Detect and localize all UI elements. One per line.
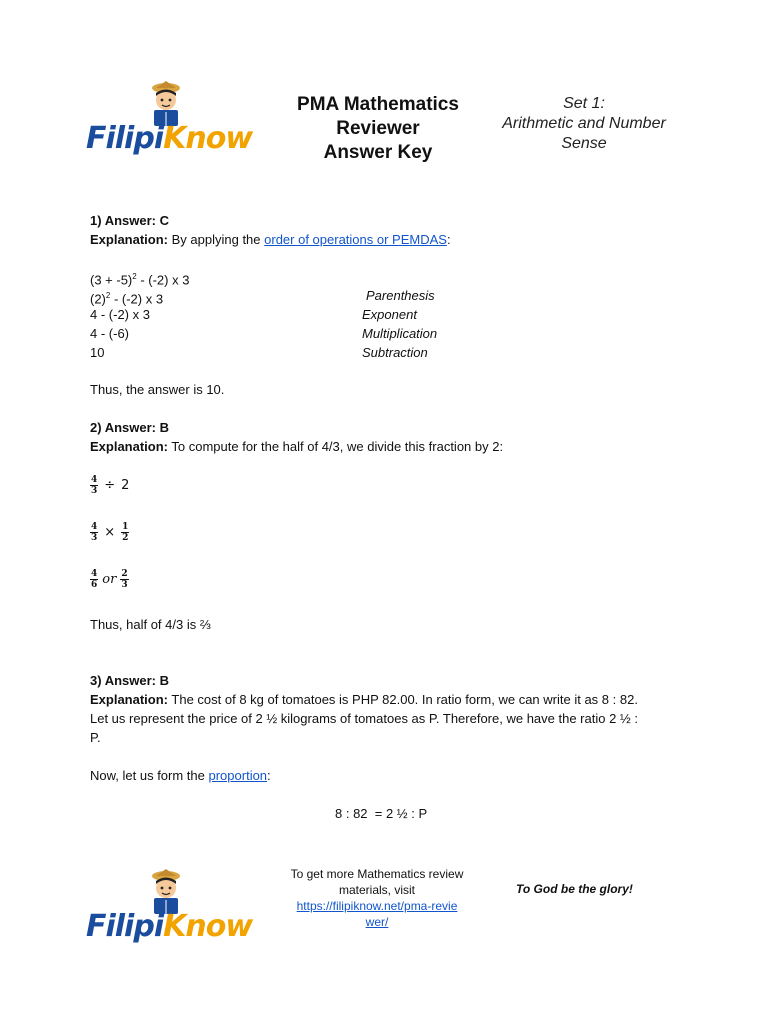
divisor: 2	[121, 478, 130, 493]
q3-explanation-3: P.	[90, 730, 101, 745]
logo-wordmark: FilipiKnow	[86, 909, 253, 944]
set-line-3: Sense	[561, 135, 607, 152]
q1-conclusion: Thus, the answer is 10.	[90, 382, 225, 397]
q1-note-5: Subtraction	[362, 345, 428, 360]
divide-sign: ÷	[104, 478, 116, 493]
q3-answer: 3) Answer: B	[90, 673, 169, 688]
q3-explanation-2: Let us represent the price of 2 ½ kilograms of tomatoes as P. Therefore, we have the ratio 2 ½ :	[90, 711, 638, 726]
q1-expl-end: :	[446, 232, 451, 247]
q1-step-2: $(2)^2 - (-2)$ x 3	[90, 291, 164, 307]
proportion-end: :	[267, 768, 271, 783]
set-line-2: Arithmetic and Number	[502, 115, 666, 132]
q2-explanation	[90, 437, 503, 456]
q3-explanation-1	[90, 690, 638, 709]
q2-expl-label: Explanation:	[90, 439, 169, 454]
title-line-2: Reviewer	[336, 118, 420, 139]
footer-url-link[interactable]: https://filipiknow.net/pma-revie	[296, 899, 458, 913]
q1-step-3: 4 - (-2) x 3	[90, 307, 150, 322]
times-sign: ×	[104, 525, 116, 540]
fraction: $\frac{4}{3}$	[91, 475, 98, 496]
q1-note-2: Parenthesis	[366, 288, 435, 303]
q3-expl-text-1: The cost of 8 kg of tomatoes is PHP 82.00. In ratio form, we can write it as 8 : 82.	[168, 692, 638, 707]
pemdas-link[interactable]: order of operations or PEMDAS	[264, 232, 447, 247]
q1-note-4: Multiplication	[362, 326, 438, 341]
fraction: $\frac{4}{3}$	[91, 522, 98, 543]
proportion-link[interactable]: proportion	[208, 768, 268, 783]
q2-answer: 2) Answer: B	[90, 420, 169, 435]
q1-expl-text: By applying the	[168, 232, 265, 247]
page-title	[280, 93, 476, 165]
title-line-1: PMA Mathematics	[297, 94, 459, 115]
q1-note-3: Exponent	[362, 307, 417, 322]
fraction: $\frac{2}{3}$	[121, 569, 128, 590]
set-label	[484, 94, 684, 154]
logo-wordmark: FilipiKnow	[86, 121, 253, 156]
footer-info-line-1: To get more Mathematics review	[290, 867, 464, 881]
q3-proportion-intro	[90, 766, 271, 785]
q2-step-2	[90, 522, 129, 543]
filipiknow-logo	[86, 74, 258, 170]
proportion-text: Now, let us form the	[90, 768, 209, 783]
fraction: $\frac{1}{2}$	[122, 522, 129, 543]
q1-step-1: $(3 + -5)^2 - (-2)$ x 3	[90, 272, 190, 288]
set-line-1: Set 1:	[563, 95, 605, 112]
q3-expl-label: Explanation:	[90, 692, 169, 707]
footer-logo	[86, 862, 258, 958]
q2-step-3	[90, 569, 129, 590]
q1-step-5: 10	[90, 345, 105, 360]
q2-expl-text: To compute for the half of 4/3, we divide this fraction by 2:	[168, 439, 504, 454]
q1-answer: 1) Answer: C	[90, 213, 169, 228]
q1-expl-label: Explanation:	[90, 232, 169, 247]
fraction: $\frac{4}{6}$	[91, 569, 98, 590]
q1-explanation	[90, 230, 451, 249]
q2-step-1	[90, 475, 135, 496]
footer-glory: To God be the glory!	[516, 882, 633, 896]
q3-equation: 8 : 82 = 2 ½ : P	[335, 806, 428, 821]
q2-conclusion: Thus, half of 4/3 is ⅔	[90, 617, 211, 632]
footer-info-line-2: materials, visit	[338, 883, 415, 897]
or-word: or	[102, 572, 117, 587]
footer-url-link-cont[interactable]: wer/	[365, 915, 389, 929]
footer-info	[282, 866, 472, 930]
q1-step-4: 4 - (-6)	[90, 326, 129, 341]
title-line-3: Answer Key	[323, 142, 433, 163]
